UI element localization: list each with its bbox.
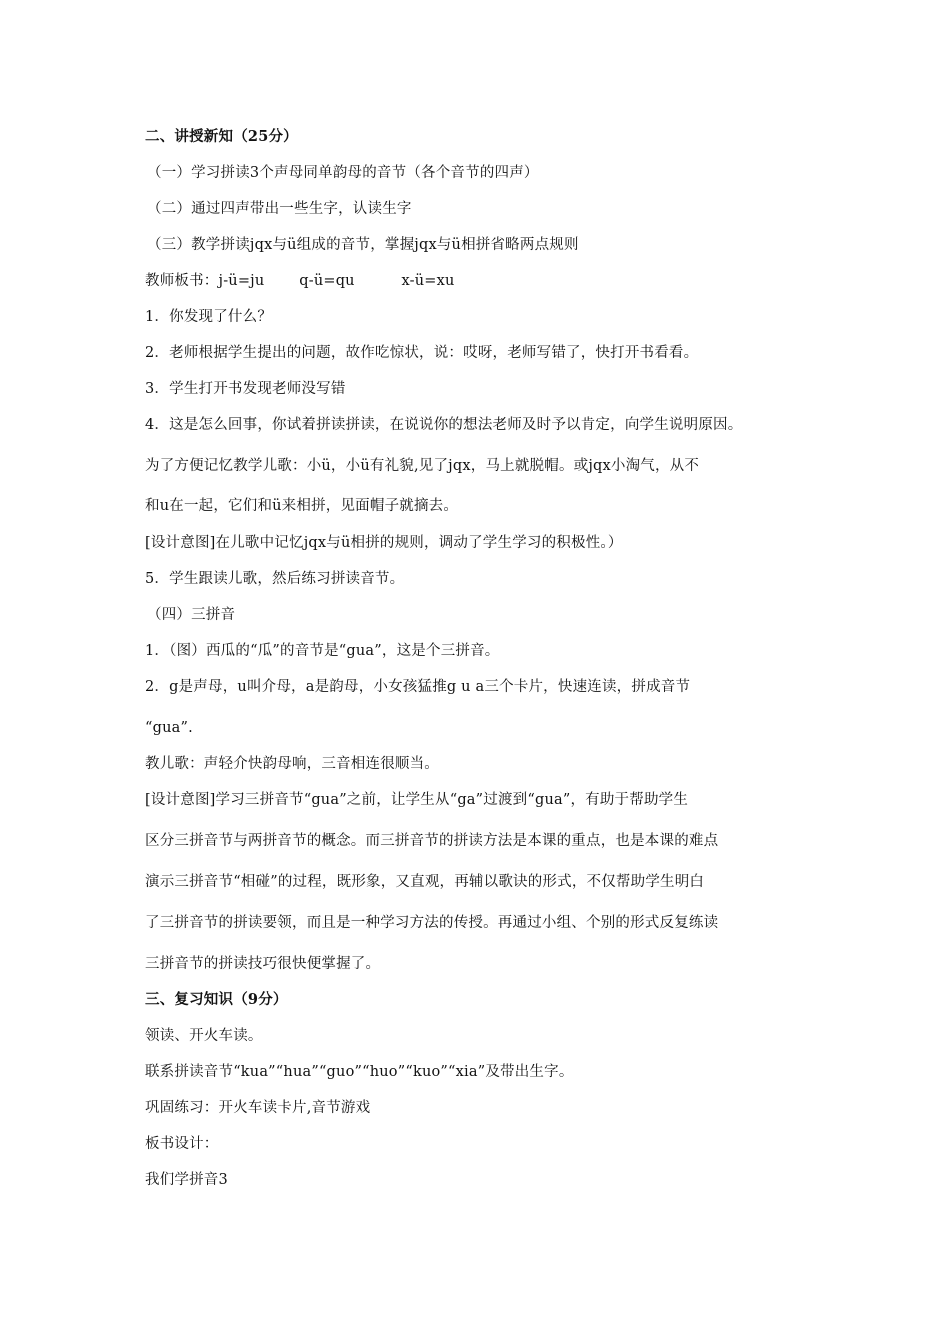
section-heading-3: 三、复习知识（9分） <box>145 991 288 1008</box>
design-intent-2e: 三拼音节的拼读技巧很快便掌握了。 <box>145 956 381 972</box>
board-xu: x-ü=xu <box>401 273 455 289</box>
triple-step-1: 1．（图）西瓜的“瓜”的音节是“gua”，这是个三拼音。 <box>145 643 500 659</box>
rhyme-line-1: 为了方便记忆教学儿歌：小ü，小ü有礼貌,见了jqx，马上就脱帽。或jqx小淘气，从不 <box>145 458 700 474</box>
step-3: 3．学生打开书发现老师没写错 <box>145 381 346 397</box>
step-1: 1．你发现了什么？ <box>145 309 273 325</box>
paragraph-part-3: （三）教学拼读jqx与ü组成的音节，掌握jqx与ü相拼省略两点规则 <box>147 237 579 253</box>
paragraph-part-2: （二）通过四声带出一些生字，认读生字 <box>147 201 412 217</box>
review-line-3: 巩固练习：开火车读卡片,音节游戏 <box>145 1100 371 1116</box>
rhyme-line-2: 和u在一起，它们和ü来相拼，见面帽子就摘去。 <box>145 498 459 514</box>
section-heading-2: 二、讲授新知（25分） <box>145 128 298 145</box>
paragraph-part-1: （一）学习拼读3个声母同单韵母的音节（各个音节的四声） <box>147 165 539 181</box>
design-intent-2a: [设计意图]学习三拼音节“gua”之前，让学生从“ga”过渡到“gua”，有助于帮助学生 <box>145 792 689 808</box>
review-line-2: 联系拼读音节“kua”“hua”“guo”“huo”“kuo”“xia”及带出生字。 <box>145 1064 574 1080</box>
board-design-title: 我们学拼音3 <box>145 1172 228 1188</box>
teacher-board-line <box>145 271 455 291</box>
triple-step-2b: “gua”. <box>145 720 193 736</box>
step-5: 5．学生跟读儿歌，然后练习拼读音节。 <box>145 571 405 587</box>
board-ju: 教师板书：j-ü=ju <box>145 273 265 289</box>
board-qu: q-ü=qu <box>299 273 355 289</box>
review-line-1: 领读、开火车读。 <box>145 1028 263 1044</box>
design-intent-2b: 区分三拼音节与两拼音节的概念。而三拼音节的拼读方法是本课的重点，也是本课的难点 <box>145 833 719 849</box>
teach-song: 教儿歌：声轻介快韵母响，三音相连很顺当。 <box>145 756 439 772</box>
design-intent-2d: 了三拼音节的拼读要领，而且是一种学习方法的传授。再通过小组、个别的形式反复练读 <box>145 915 719 931</box>
board-design-label: 板书设计： <box>145 1136 219 1152</box>
step-2: 2．老师根据学生提出的问题，故作吃惊状，说：哎呀，老师写错了，快打开书看看。 <box>145 345 699 361</box>
paragraph-part-4: （四）三拼音 <box>147 607 236 623</box>
design-intent-2c: 演示三拼音节“相碰”的过程，既形象，又直观，再辅以歌诀的形式，不仅帮助学生明白 <box>145 874 705 890</box>
triple-step-2a: 2．g是声母，u叫介母，a是韵母，小女孩猛推g u a三个卡片，快速连读，拼成音节 <box>145 679 691 695</box>
design-intent-1: [设计意图]在儿歌中记忆jqx与ü相拼的规则，调动了学生学习的积极性。） <box>145 535 623 551</box>
step-4: 4．这是怎么回事，你试着拼读拼读，在说说你的想法老师及时予以肯定，向学生说明原因。 <box>145 417 743 433</box>
